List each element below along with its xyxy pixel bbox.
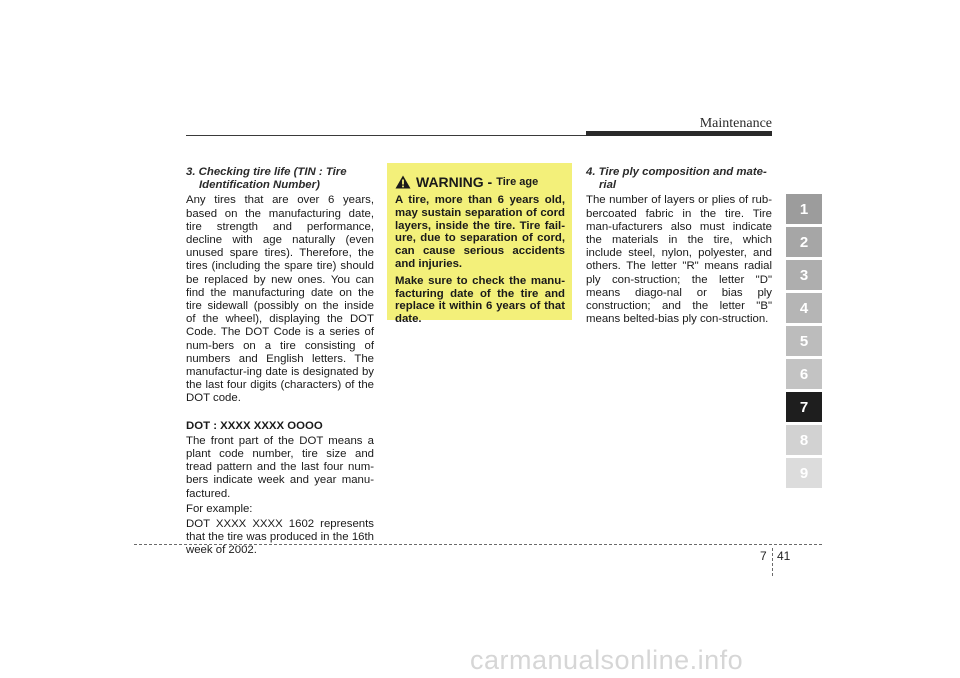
ply-composition-paragraph: The number of layers or plies of rub-bercoated fabric in the tire. Tire man-ufacturers also must indicate the materials in the tire, which include steel, nylon, polyester, and others. The letter "R" means radial ply con-struction; the letter "D" means diago-nal or bias ply construction; and the letter "B" means belted-bias ply con-struction. [586,194,772,326]
chapter-tab-2[interactable]: 2 [786,227,822,257]
chapter-tab-8[interactable]: 8 [786,425,822,455]
chapter-tab-1[interactable]: 1 [786,194,822,224]
warning-body [387,191,572,326]
section-heading-ply-composition: 4. Tire ply composition and mate-rial [586,166,767,192]
left-column [186,166,374,558]
tire-life-paragraph: Any tires that are over 6 years, based on the manufacturing date, tire strength and performance, decline with age naturally (even unused spare tires). Therefore, the tires (including the spare tire) should be replaced by new ones. You can find the manufacturing date on the tire sidewall (possibly on the inside of the wheel), displaying the DOT Code. The DOT Code is a series of num-bers on a tire consisting of numbers and English letters. The manufactur-ing date is designated by the last four digits (characters) of the DOT code. [186,194,374,405]
right-column [586,166,772,326]
warning-box [387,163,572,326]
dot-code-format: DOT : XXXX XXXX OOOO [186,419,323,432]
chapter-tab-9[interactable]: 9 [786,458,822,488]
footer-divider [772,548,773,576]
example-paragraph: DOT XXXX XXXX 1602 represents that the tire was produced in the 16th week of 2002. [186,518,374,557]
dot-explanation-paragraph: The front part of the DOT means a plant code number, tire size and tread pattern and the last four num-bers indicate week and year manu-factured. [186,434,374,500]
page-number: 41 [777,549,791,563]
warning-header [387,163,572,191]
warning-paragraph: A tire, more than 6 years old, may sustain separation of cord layers, inside the tire. Tire fail-ure, due to separation of cord, can cause serious accidents and injuries. [395,194,565,270]
warning-triangle-icon [395,175,411,189]
warning-subtitle: Tire age [496,176,539,188]
chapter-tab-7-active[interactable]: 7 [786,392,822,422]
warning-label: WARNING - [416,174,493,190]
header-accent-bar [586,131,772,136]
chapter-tab-3[interactable]: 3 [786,260,822,290]
chapter-tabs [786,194,822,491]
section-heading-tire-life: 3. Checking tire life (TIN : Tire Identification Number) [186,166,347,192]
page-section-title: Maintenance [699,116,772,131]
example-label: For example: [186,502,253,515]
footer-rule [134,544,822,545]
watermark: carmanualsonline.info [470,645,744,675]
page-chapter-number: 7 [760,549,767,563]
chapter-tab-5[interactable]: 5 [786,326,822,356]
chapter-tab-6[interactable]: 6 [786,359,822,389]
warning-paragraph: Make sure to check the manu-facturing date of the tire and replace it within 6 years of that date. [395,274,565,326]
chapter-tab-4[interactable]: 4 [786,293,822,323]
